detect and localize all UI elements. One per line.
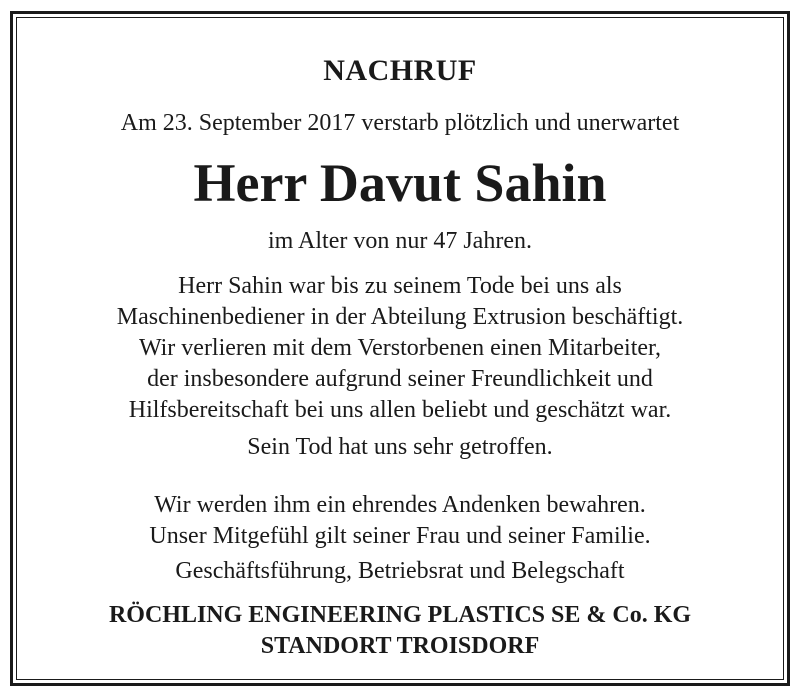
tribute-paragraph [13,271,787,426]
deceased-name: Herr Davut Sahin [193,153,607,213]
company-location: STANDORT TROISDORF [260,633,540,659]
remembrance-line: Wir werden ihm ein ehrendes Andenken bewahren. [154,492,646,518]
remembrance-statement [13,490,787,552]
deceased-age: im Alter von nur 47 Jahren. [268,228,532,254]
company-line: RÖCHLING ENGINEERING PLASTICS SE & Co. KG [108,602,692,628]
tribute-line: Maschinenbediener in der Abteilung Extrusion beschäftigt. [116,304,684,330]
signatories: Geschäftsführung, Betriebsrat und Belegschaft [175,558,625,584]
obituary-heading: NACHRUF [323,54,477,87]
company-name [13,600,787,662]
tribute-line: Wir verlieren mit dem Verstorbenen einen Mitarbeiter, [138,335,662,361]
tribute-line: Herr Sahin war bis zu seinem Tode bei uns als [178,273,622,299]
tribute-line: Hilfsbereitschaft bei uns allen beliebt und geschätzt war. [128,397,672,423]
grief-statement: Sein Tod hat uns sehr getroffen. [247,434,553,460]
obituary-frame [10,11,790,686]
death-announcement: Am 23. September 2017 verstarb plötzlich und unerwartet [120,110,680,136]
tribute-line: der insbesondere aufgrund seiner Freundlichkeit und [147,366,653,392]
remembrance-line: Unser Mitgefühl gilt seiner Frau und seiner Familie. [149,523,651,549]
